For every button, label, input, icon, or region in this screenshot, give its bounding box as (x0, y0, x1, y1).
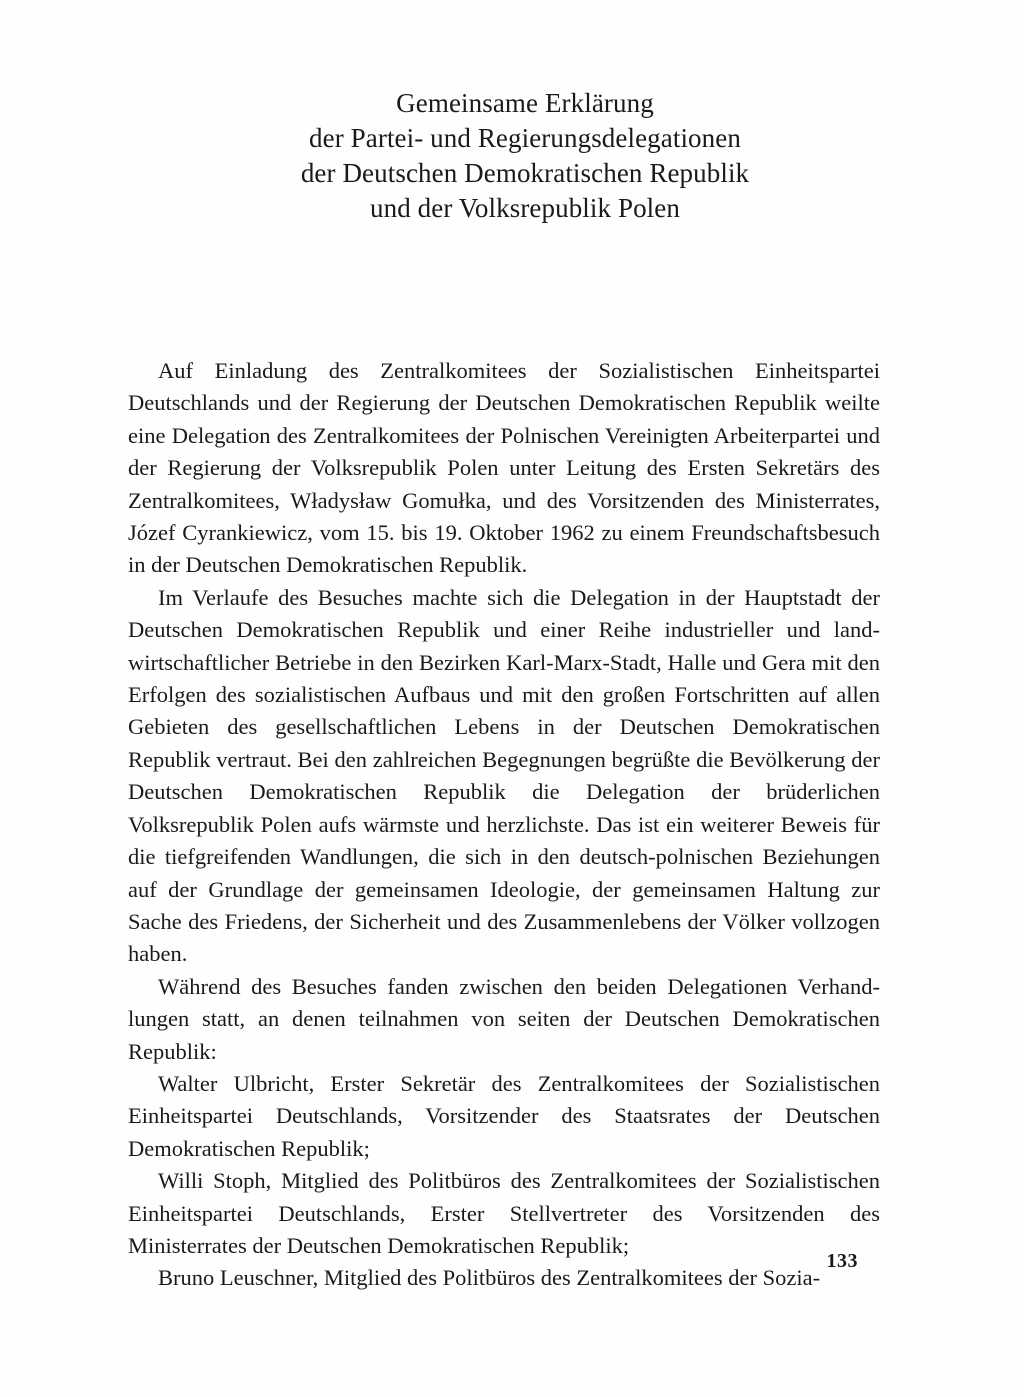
page-number: 133 (826, 1250, 858, 1272)
paragraph-invitation: Auf Einladung des Zentralkomitees der Sozialistischen Einheitspartei Deutschlands und der Regierung der Deutschen Demokratischen Republik weilte eine Delegation des Zentralkomitees der Polnischen Vereinigten Arbeiterpartei und der Regierung der Volksrepublik Polen unter Leitung des Ersten Sekretärs des Zentralkomitees, Władysław Gomułka, und des Vorsitzenden des Ministerrates, Józef Cyrankiewicz, vom 15. bis 19. Oktober 1962 zu einem Freundschaftsbesuch in der Deutschen Demokratischen Republik. (128, 358, 880, 578)
title-line: und der Volksrepublik Polen (370, 193, 680, 223)
paragraph-negotiations: Während des Besuches fanden zwischen den beiden Delegationen Verhandlungen statt, an denen teilnahmen von seiten der Deutschen Demokratischen Republik: (128, 973, 880, 1064)
title-line: der Deutschen Demokratischen Republik (300, 158, 750, 188)
paragraph-leuschner: Bruno Leuschner, Mitglied des Politbüros des Zentralkomitees der Sozia- (158, 1265, 821, 1291)
title-line: der Partei- und Regierungsdelegationen (309, 123, 741, 153)
paragraph-ulbricht: Walter Ulbricht, Erster Sekretär des Zentralkomitees der Sozialistischen Einheitspartei Deutschlands, Vorsitzender des Staatsrates der Deutschen Demokratischen Republik; (128, 1070, 880, 1161)
page-title (180, 86, 870, 226)
paragraph-visit: Im Verlaufe des Besuches machte sich die Delegation in der Hauptstadt der Deutschen Demokratischen Republik und einer Reihe industrieller und landwirtschaftlicher Betriebe in den Bezirken Karl-Marx-Stadt, Halle und Gera mit den Erfolgen des sozialistischen Aufbaus und mit den großen Fortschritten auf allen Gebieten des gesellschaftlichen Lebens in der Deutschen Demokratischen Republik vertraut. Bei den zahlreichen Begegnungen begrüßte die Bevölkerung der Deutschen Demokratischen Republik die Delegation der brüderlichen Volksrepublik Polen aufs wärmste und herzlichste. Das ist ein weiterer Beweis für die tiefgreifenden Wandlungen, die sich in den deutsch-polnischen Beziehungen auf der Grundlage der gemeinsamen Ideologie, der gemeinsamen Haltung zur Sache des Friedens, der Sicherheit und des Zusammenlebens der Völker vollzogen haben. (128, 584, 880, 967)
title-line: Gemeinsame Erklärung (396, 88, 654, 118)
body-text (128, 355, 880, 1295)
paragraph-stoph: Willi Stoph, Mitglied des Politbüros des Zentralkomitees der Sozialistischen Einheitspartei Deutschlands, Erster Stellvertreter des Vorsitzenden des Ministerrates der Deutschen Demokratischen Republik; (128, 1168, 880, 1258)
